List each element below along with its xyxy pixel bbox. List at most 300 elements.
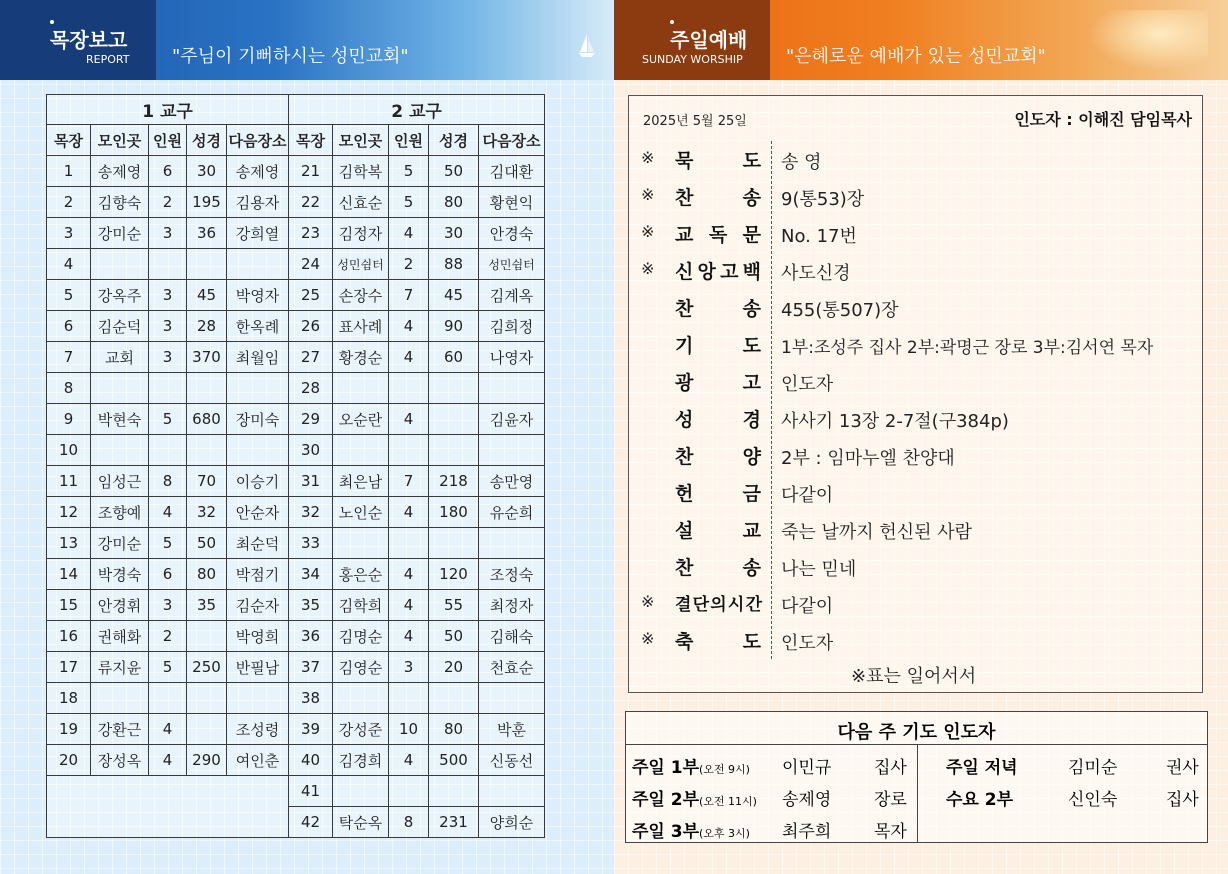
table-row [47, 311, 545, 342]
table-cell [91, 249, 149, 280]
order-item-value: 2부 : 임마누엘 찬양대 [781, 448, 955, 469]
table-cell: 김윤자 [479, 404, 545, 435]
order-item-name: 기 도 [675, 335, 761, 357]
worship-header [614, 0, 1228, 80]
table-cell: 손장수 [333, 280, 389, 311]
standing-note: ※표는 일어서서 [851, 666, 977, 687]
table-row [47, 652, 545, 683]
table-cell: 3 [149, 590, 187, 621]
column-header: 다음장소 [479, 125, 545, 156]
table-cell: 김경희 [333, 745, 389, 776]
table-cell: 45 [429, 280, 479, 311]
table-cell: 30 [187, 156, 227, 187]
table-cell: 25 [289, 280, 333, 311]
table-cell: 3 [47, 218, 91, 249]
table-cell: 4 [389, 311, 429, 342]
table-cell: 7 [47, 342, 91, 373]
table-cell: 2 [149, 187, 187, 218]
table-cell: 박훈 [479, 714, 545, 745]
standing-mark: ※ [641, 148, 655, 167]
prayer-row [626, 780, 1207, 812]
table-cell: 탁순옥 [333, 807, 389, 838]
table-cell: 노인순 [333, 497, 389, 528]
table-cell: 5 [47, 280, 91, 311]
table-cell [479, 528, 545, 559]
table-cell: 최정자 [479, 590, 545, 621]
table-cell [429, 776, 479, 807]
table-cell: 88 [429, 249, 479, 280]
table-cell: 3 [389, 652, 429, 683]
table-cell [429, 373, 479, 404]
table-cell: 18 [47, 683, 91, 714]
empty-merged-cell [47, 776, 289, 838]
order-item-value: 사도신경 [781, 263, 851, 284]
table-cell: 8 [389, 807, 429, 838]
order-item [629, 621, 1204, 658]
table-cell: 박현숙 [91, 404, 149, 435]
prayer-title: 다음 주 기도 인도자 [626, 712, 1207, 745]
table-cell: 33 [289, 528, 333, 559]
table-cell: 김학희 [333, 590, 389, 621]
worship-badge [614, 0, 770, 80]
table-cell: 32 [289, 497, 333, 528]
table-cell [91, 373, 149, 404]
table-cell [333, 435, 389, 466]
table-cell [227, 373, 289, 404]
table-cell: 370 [187, 342, 227, 373]
table-cell [333, 776, 389, 807]
leader-title: 권사 [1166, 758, 1199, 778]
table-cell: 강미순 [91, 218, 149, 249]
table-cell: 5 [149, 528, 187, 559]
order-item-value: 송 영 [781, 152, 822, 173]
order-item-name: 광 고 [675, 372, 761, 394]
table-cell: 홍은순 [333, 559, 389, 590]
table-cell: 5 [389, 156, 429, 187]
table-cell: 12 [47, 497, 91, 528]
table-cell: 9 [47, 404, 91, 435]
table-cell: 180 [429, 497, 479, 528]
table-cell: 80 [429, 714, 479, 745]
table-cell: 90 [429, 311, 479, 342]
table-cell: 28 [289, 373, 333, 404]
table-cell [429, 528, 479, 559]
table-cell: 10 [389, 714, 429, 745]
sailboat-icon [578, 32, 596, 58]
table-cell: 55 [429, 590, 479, 621]
table-cell: 박점기 [227, 559, 289, 590]
table-cell: 김정자 [333, 218, 389, 249]
report-badge-subtitle: REPORT [86, 53, 130, 66]
table-cell [333, 528, 389, 559]
table-cell: 천효순 [479, 652, 545, 683]
service-time: (오후 3시) [699, 827, 750, 840]
table-cell: 24 [289, 249, 333, 280]
table-cell: 41 [289, 776, 333, 807]
table-cell: 박영자 [227, 280, 289, 311]
report-table-body [47, 156, 545, 838]
column-header: 성경 [187, 125, 227, 156]
table-cell [187, 621, 227, 652]
table-cell: 1 [47, 156, 91, 187]
leader-name: 송제영 [782, 790, 832, 810]
table-cell: 조성령 [227, 714, 289, 745]
table-cell: 231 [429, 807, 479, 838]
table-row [47, 187, 545, 218]
table-cell: 13 [47, 528, 91, 559]
order-item [629, 251, 1204, 288]
order-item-name: 성 경 [675, 409, 761, 431]
order-item-name: 묵 도 [675, 150, 761, 172]
table-cell: 4 [149, 745, 187, 776]
order-item-name: 설 교 [675, 520, 761, 542]
table-cell: 5 [149, 652, 187, 683]
table-cell: 김영순 [333, 652, 389, 683]
table-row [47, 528, 545, 559]
table-cell: 유순희 [479, 497, 545, 528]
table-cell: 6 [149, 156, 187, 187]
table-cell: 강희열 [227, 218, 289, 249]
table-cell: 680 [187, 404, 227, 435]
table-cell: 50 [429, 156, 479, 187]
cell-group-report-table [46, 94, 545, 838]
column-header: 성경 [429, 125, 479, 156]
table-cell: 5 [389, 187, 429, 218]
table-cell: 김순덕 [91, 311, 149, 342]
table-cell [389, 528, 429, 559]
table-cell [91, 683, 149, 714]
table-cell: 성민쉼터 [479, 249, 545, 280]
table-cell [187, 435, 227, 466]
order-item-name: 헌 금 [675, 483, 761, 505]
order-item [629, 325, 1204, 362]
table-cell: 최순덕 [227, 528, 289, 559]
table-cell: 80 [429, 187, 479, 218]
table-cell: 조향예 [91, 497, 149, 528]
order-item [629, 362, 1204, 399]
table-row [47, 342, 545, 373]
order-item [629, 547, 1204, 584]
table-cell: 신동선 [479, 745, 545, 776]
order-item [629, 177, 1204, 214]
table-row [47, 683, 545, 714]
standing-mark: ※ [641, 185, 655, 204]
table-cell: 4 [389, 590, 429, 621]
table-cell: 나영자 [479, 342, 545, 373]
order-item-value: 9(통53)장 [781, 189, 865, 210]
table-row [47, 156, 545, 187]
prayer-row [626, 748, 1207, 780]
table-cell: 박영희 [227, 621, 289, 652]
order-item-name: 찬 양 [675, 446, 761, 468]
table-cell [389, 373, 429, 404]
table-cell: 28 [187, 311, 227, 342]
column-header: 모인곳 [333, 125, 389, 156]
table-cell: 안경휘 [91, 590, 149, 621]
table-cell: 45 [187, 280, 227, 311]
report-badge-title: 목장보고 [50, 28, 128, 52]
table-cell: 16 [47, 621, 91, 652]
group1-title: 1 교구 [47, 95, 289, 125]
table-cell: 4 [389, 745, 429, 776]
standing-mark: ※ [641, 629, 655, 648]
table-cell: 송제영 [227, 156, 289, 187]
order-item-value: No. 17번 [781, 226, 857, 247]
service-time: (오전 11시) [699, 795, 757, 808]
table-cell: 35 [187, 590, 227, 621]
table-row [47, 776, 545, 807]
worship-badge-subtitle: SUNDAY WORSHIP [642, 53, 743, 66]
service-name [632, 817, 750, 842]
order-item [629, 140, 1204, 177]
table-cell: 강환근 [91, 714, 149, 745]
table-cell: 31 [289, 466, 333, 497]
order-item-name: 결 단 의 시 간 [675, 595, 761, 615]
table-cell [429, 683, 479, 714]
table-row [47, 280, 545, 311]
table-cell: 20 [47, 745, 91, 776]
column-header: 목장 [47, 125, 91, 156]
table-cell [187, 714, 227, 745]
table-cell: 반필남 [227, 652, 289, 683]
table-cell: 15 [47, 590, 91, 621]
table-cell: 500 [429, 745, 479, 776]
table-cell: 최은남 [333, 466, 389, 497]
table-cell [429, 404, 479, 435]
table-cell: 6 [47, 311, 91, 342]
table-cell: 강성준 [333, 714, 389, 745]
table-cell: 송만영 [479, 466, 545, 497]
report-badge [0, 0, 156, 80]
order-item [629, 510, 1204, 547]
table-cell: 20 [429, 652, 479, 683]
table-row [47, 249, 545, 280]
table-cell: 교회 [91, 342, 149, 373]
table-cell: 김명순 [333, 621, 389, 652]
order-item [629, 399, 1204, 436]
order-item-name: 신 앙 고 백 [675, 261, 761, 283]
column-header: 모인곳 [91, 125, 149, 156]
table-cell: 5 [149, 404, 187, 435]
worship-leader: 인도자 : 이해진 담임목사 [1014, 110, 1192, 129]
table-cell: 김해숙 [479, 621, 545, 652]
table-cell [479, 373, 545, 404]
table-cell: 8 [47, 373, 91, 404]
table-cell: 17 [47, 652, 91, 683]
order-item-value: 죽는 날까지 헌신된 사람 [781, 522, 973, 543]
table-cell: 120 [429, 559, 479, 590]
table-cell: 7 [389, 466, 429, 497]
table-cell [333, 683, 389, 714]
table-cell: 250 [187, 652, 227, 683]
table-cell: 4 [47, 249, 91, 280]
table-cell: 송제영 [91, 156, 149, 187]
order-item-name: 교 독 문 [675, 224, 761, 246]
table-cell: 50 [429, 621, 479, 652]
report-header [0, 0, 614, 80]
table-row [47, 218, 545, 249]
service-label: 주일 3부 [632, 822, 700, 842]
table-cell: 70 [187, 466, 227, 497]
table-cell: 35 [289, 590, 333, 621]
table-cell: 신효순 [333, 187, 389, 218]
table-cell: 양희순 [479, 807, 545, 838]
table-cell: 2 [149, 621, 187, 652]
table-cell: 195 [187, 187, 227, 218]
table-cell: 22 [289, 187, 333, 218]
table-cell: 4 [389, 497, 429, 528]
table-row [47, 497, 545, 528]
table-cell: 27 [289, 342, 333, 373]
table-cell: 3 [149, 342, 187, 373]
table-cell: 11 [47, 466, 91, 497]
table-cell: 39 [289, 714, 333, 745]
table-cell: 박경숙 [91, 559, 149, 590]
table-cell: 290 [187, 745, 227, 776]
table-cell [479, 776, 545, 807]
standing-mark: ※ [641, 592, 655, 611]
table-cell: 80 [187, 559, 227, 590]
table-cell: 32 [187, 497, 227, 528]
table-cell [227, 249, 289, 280]
table-cell: 성민쉼터 [333, 249, 389, 280]
leader-name: 김미순 [1068, 758, 1118, 778]
table-cell: 4 [149, 714, 187, 745]
table-cell: 218 [429, 466, 479, 497]
table-cell: 황경순 [333, 342, 389, 373]
order-item [629, 473, 1204, 510]
order-item-name: 찬 송 [675, 557, 761, 579]
table-cell: 30 [429, 218, 479, 249]
table-cell [149, 249, 187, 280]
table-cell: 38 [289, 683, 333, 714]
service-label: 주일 2부 [632, 790, 700, 810]
table-cell: 김순자 [227, 590, 289, 621]
table-cell: 김용자 [227, 187, 289, 218]
table-cell [149, 683, 187, 714]
order-item [629, 436, 1204, 473]
column-header: 다음장소 [227, 125, 289, 156]
table-cell: 8 [149, 466, 187, 497]
table-row [47, 466, 545, 497]
table-cell: 4 [389, 621, 429, 652]
table-cell: 김희정 [479, 311, 545, 342]
leader-title: 장로 [874, 790, 907, 810]
worship-order-panel [628, 95, 1203, 693]
service-name: 주일 저녁 [946, 758, 1018, 778]
worship-badge-title: 주일예배 [670, 28, 748, 52]
table-cell: 2 [47, 187, 91, 218]
table-cell: 장미숙 [227, 404, 289, 435]
table-row [47, 559, 545, 590]
table-cell [187, 373, 227, 404]
group2-title: 2 교구 [289, 95, 545, 125]
table-cell: 강미순 [91, 528, 149, 559]
table-cell: 김향숙 [91, 187, 149, 218]
table-cell [187, 683, 227, 714]
table-cell [389, 683, 429, 714]
order-item-name: 찬 송 [675, 187, 761, 209]
table-cell: 4 [149, 497, 187, 528]
table-cell [91, 435, 149, 466]
table-cell: 23 [289, 218, 333, 249]
order-item-value: 사사기 13장 2-7절(구384p) [781, 411, 1009, 432]
table-cell: 김학복 [333, 156, 389, 187]
order-item [629, 214, 1204, 251]
order-item-name: 축 도 [675, 631, 761, 653]
worship-date: 2025년 5월 25일 [643, 114, 747, 129]
table-cell: 37 [289, 652, 333, 683]
service-label: 주일 1부 [632, 758, 700, 778]
worship-slogan: "은혜로운 예배가 있는 성민교회" [786, 46, 1046, 67]
table-cell [429, 435, 479, 466]
prayer-leaders-panel [625, 711, 1208, 843]
table-cell [389, 435, 429, 466]
table-cell: 류지윤 [91, 652, 149, 683]
table-cell: 3 [149, 218, 187, 249]
order-item-value: 인도자 [781, 633, 834, 654]
table-cell: 4 [389, 559, 429, 590]
table-row [47, 745, 545, 776]
table-cell: 29 [289, 404, 333, 435]
table-cell: 강옥주 [91, 280, 149, 311]
table-row [47, 714, 545, 745]
table-cell: 3 [149, 311, 187, 342]
table-cell: 장성옥 [91, 745, 149, 776]
table-cell: 36 [187, 218, 227, 249]
table-cell: 안경숙 [479, 218, 545, 249]
table-row [47, 621, 545, 652]
table-cell: 4 [389, 404, 429, 435]
table-cell [227, 435, 289, 466]
table-cell: 3 [149, 280, 187, 311]
column-header: 인원 [149, 125, 187, 156]
table-cell: 표사례 [333, 311, 389, 342]
table-row [47, 435, 545, 466]
table-cell [333, 373, 389, 404]
table-cell: 60 [429, 342, 479, 373]
table-row [47, 590, 545, 621]
service-name: 수요 2부 [946, 790, 1014, 810]
table-cell [149, 435, 187, 466]
leader-title: 집사 [1166, 790, 1199, 810]
table-cell: 42 [289, 807, 333, 838]
table-cell: 19 [47, 714, 91, 745]
order-item-name: 찬 송 [675, 298, 761, 320]
column-header: 목장 [289, 125, 333, 156]
order-item-value: 다같이 [781, 596, 834, 617]
leader-name: 이민규 [782, 758, 832, 778]
leader-name: 신인숙 [1068, 790, 1118, 810]
order-item-value: 인도자 [781, 374, 834, 395]
table-cell: 10 [47, 435, 91, 466]
order-item-value: 나는 믿네 [781, 559, 857, 580]
table-cell: 임성근 [91, 466, 149, 497]
prayer-row [626, 812, 917, 844]
table-cell: 오순란 [333, 404, 389, 435]
column-header: 인원 [389, 125, 429, 156]
table-cell: 안순자 [227, 497, 289, 528]
table-cell: 권해화 [91, 621, 149, 652]
table-row [47, 404, 545, 435]
table-cell: 최월임 [227, 342, 289, 373]
table-cell: 김대환 [479, 156, 545, 187]
table-cell [389, 776, 429, 807]
table-cell [149, 373, 187, 404]
table-cell: 6 [149, 559, 187, 590]
order-item-value: 1부:조성주 집사 2부:곽명근 장로 3부:김서연 목자 [781, 338, 1154, 358]
table-row [47, 373, 545, 404]
